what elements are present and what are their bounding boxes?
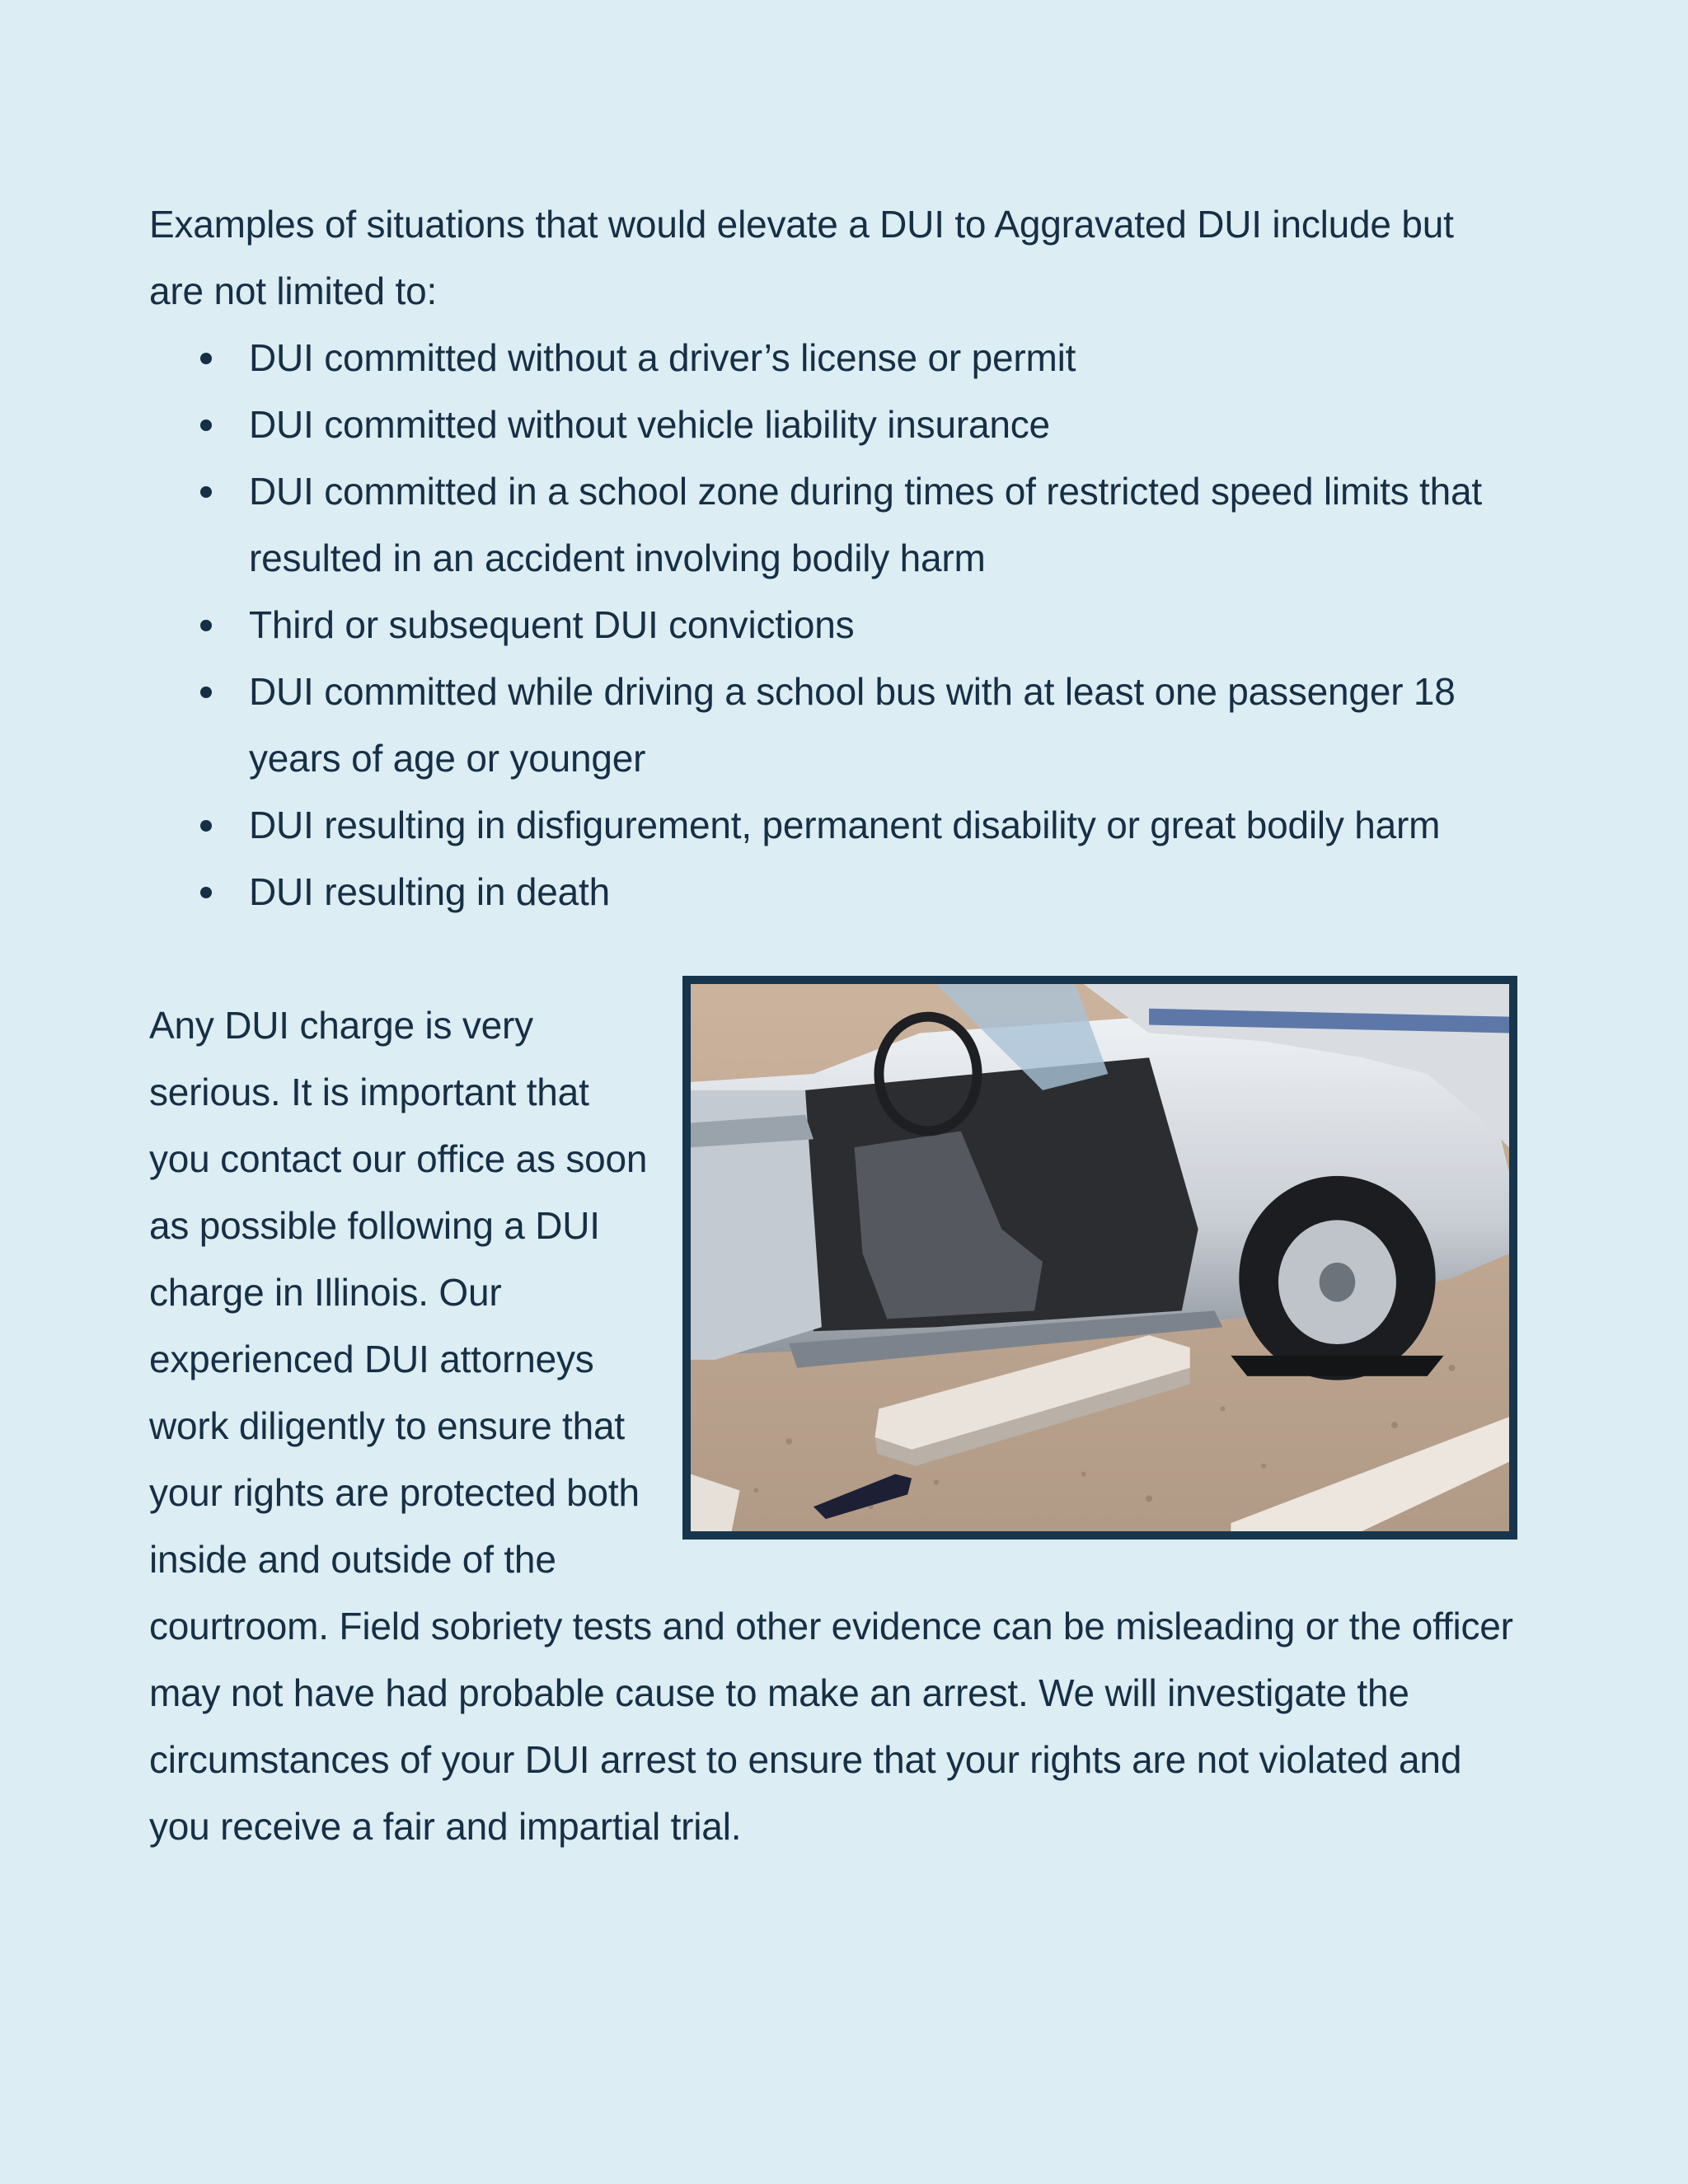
bullet-icon xyxy=(200,820,212,832)
list-item-text: DUI committed while driving a school bus with at least one passenger 18 years of age or younger xyxy=(249,670,1456,780)
list-item xyxy=(149,458,1517,592)
list-item-text: Third or subsequent DUI convictions xyxy=(249,603,855,646)
list-item-text: DUI resulting in death xyxy=(249,870,610,913)
intro-paragraph: Examples of situations that would elevate a DUI to Aggravated DUI include but are not limited to: xyxy=(149,203,1454,312)
bullet-icon xyxy=(200,353,212,364)
list-item-text: DUI committed without vehicle liability insurance xyxy=(249,403,1050,446)
list-item xyxy=(149,592,1517,658)
list-item-text: DUI committed in a school zone during times of restricted speed limits that resulted in an accident involving bodily harm xyxy=(249,470,1482,579)
bullet-icon xyxy=(200,620,212,631)
bullet-icon xyxy=(200,419,212,431)
wrecked-car-illustration xyxy=(691,984,1509,1531)
wrecked-car-photo xyxy=(682,976,1517,1540)
list-item-text: DUI resulting in disfigurement, permanent disability or great bodily harm xyxy=(249,804,1441,846)
document-page xyxy=(149,191,1517,1860)
aggravated-dui-list xyxy=(149,325,1517,926)
bullet-icon xyxy=(200,687,212,698)
list-item xyxy=(149,325,1517,391)
closing-paragraph: Any DUI charge is very serious. It is important that you contact our office as soon as possible following a DUI charge in Illinois. Our experienced DUI attorneys work diligently to ensure that your rights are protected both inside and outside of the courtroom. Field sobriety tests and other evidence can be misleading or the officer may not have had probable cause to make an arrest. We will investigate the circumstances of your DUI arrest to ensure that your rights are not violated and you receive a fair and impartial trial. xyxy=(149,1004,1513,1848)
bullet-icon xyxy=(200,887,212,898)
closing-section xyxy=(149,992,1517,1860)
list-item-text: DUI committed without a driver’s license or permit xyxy=(249,336,1076,379)
list-item xyxy=(149,792,1517,859)
list-item xyxy=(149,658,1517,792)
bullet-icon xyxy=(200,486,212,498)
list-item xyxy=(149,391,1517,458)
list-item xyxy=(149,859,1517,926)
